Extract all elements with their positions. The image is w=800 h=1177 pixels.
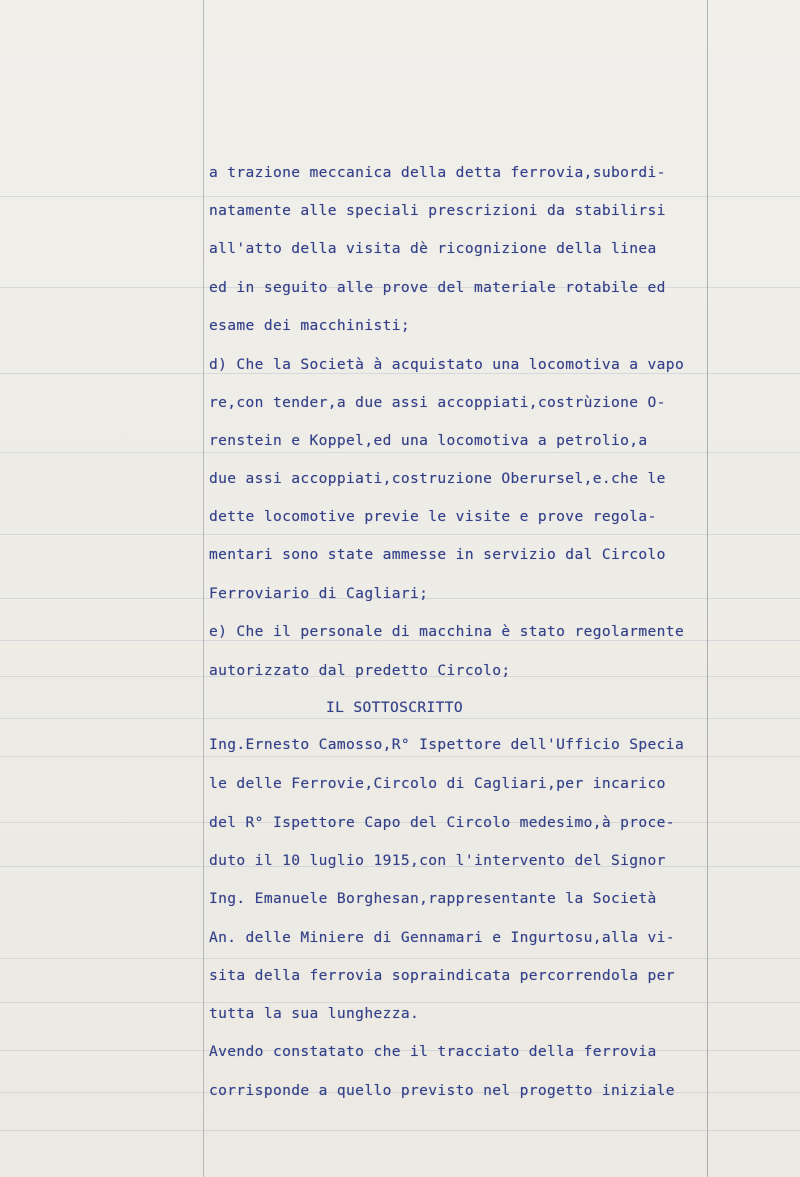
text-line: natamente alle speciali prescrizioni da stabilirsi — [209, 202, 666, 219]
text-line: re,con tender,a due assi accoppiati,costrùzione O- — [209, 394, 666, 411]
ruled-line — [0, 958, 800, 959]
text-line: duto il 10 luglio 1915,con l'intervento del Signor — [209, 852, 666, 869]
ruled-line — [0, 1130, 800, 1131]
text-line: corrisponde a quello previsto nel progetto iniziale — [209, 1082, 675, 1099]
right-margin-line — [707, 0, 708, 1177]
text-line: tutta la sua lunghezza. — [209, 1005, 420, 1022]
text-line: a trazione meccanica della detta ferrovia,subordi- — [209, 164, 666, 181]
text-line: Ing. Emanuele Borghesan,rappresentante la Società — [209, 890, 657, 907]
text-line: ed in seguito alle prove del materiale rotabile ed — [209, 279, 666, 296]
text-line: An. delle Miniere di Gennamari e Ingurtosu,alla vi- — [209, 929, 675, 946]
text-line: le delle Ferrovie,Circolo di Cagliari,per incarico — [209, 775, 666, 792]
text-line: renstein e Koppel,ed una locomotiva a petrolio,a — [209, 432, 648, 449]
text-line: sita della ferrovia sopraindicata percorrendola per — [209, 967, 675, 984]
text-line: all'atto della visita dè ricognizione della linea — [209, 240, 657, 257]
text-line: esame dei macchinisti; — [209, 317, 410, 334]
left-margin-line — [203, 0, 204, 1177]
text-line: autorizzato dal predetto Circolo; — [209, 662, 511, 679]
text-line: dette locomotive previe le visite e prove regola- — [209, 508, 657, 525]
ruled-line — [0, 534, 800, 535]
text-line: mentari sono state ammesse in servizio dal Circolo — [209, 546, 666, 563]
ruled-line — [0, 756, 800, 757]
ruled-line — [0, 452, 800, 453]
section-heading: IL SOTTOSCRITTO — [326, 699, 464, 716]
ruled-line — [0, 196, 800, 197]
text-line: e) Che il personale di macchina è stato regolarmente — [209, 623, 685, 640]
text-line: Ferroviario di Cagliari; — [209, 585, 429, 602]
ruled-line — [0, 718, 800, 719]
text-line: del R° Ispettore Capo del Circolo medesimo,à proce- — [209, 814, 675, 831]
text-line: due assi accoppiati,costruzione Oberursel,e.che le — [209, 470, 666, 487]
text-line: d) Che la Società à acquistato una locomotiva a vapo — [209, 356, 685, 373]
ruled-line — [0, 1002, 800, 1003]
text-line: Ing.Ernesto Camosso,R° Ispettore dell'Ufficio Specia — [209, 736, 685, 753]
text-line: Avendo constatato che il tracciato della ferrovia — [209, 1043, 657, 1060]
